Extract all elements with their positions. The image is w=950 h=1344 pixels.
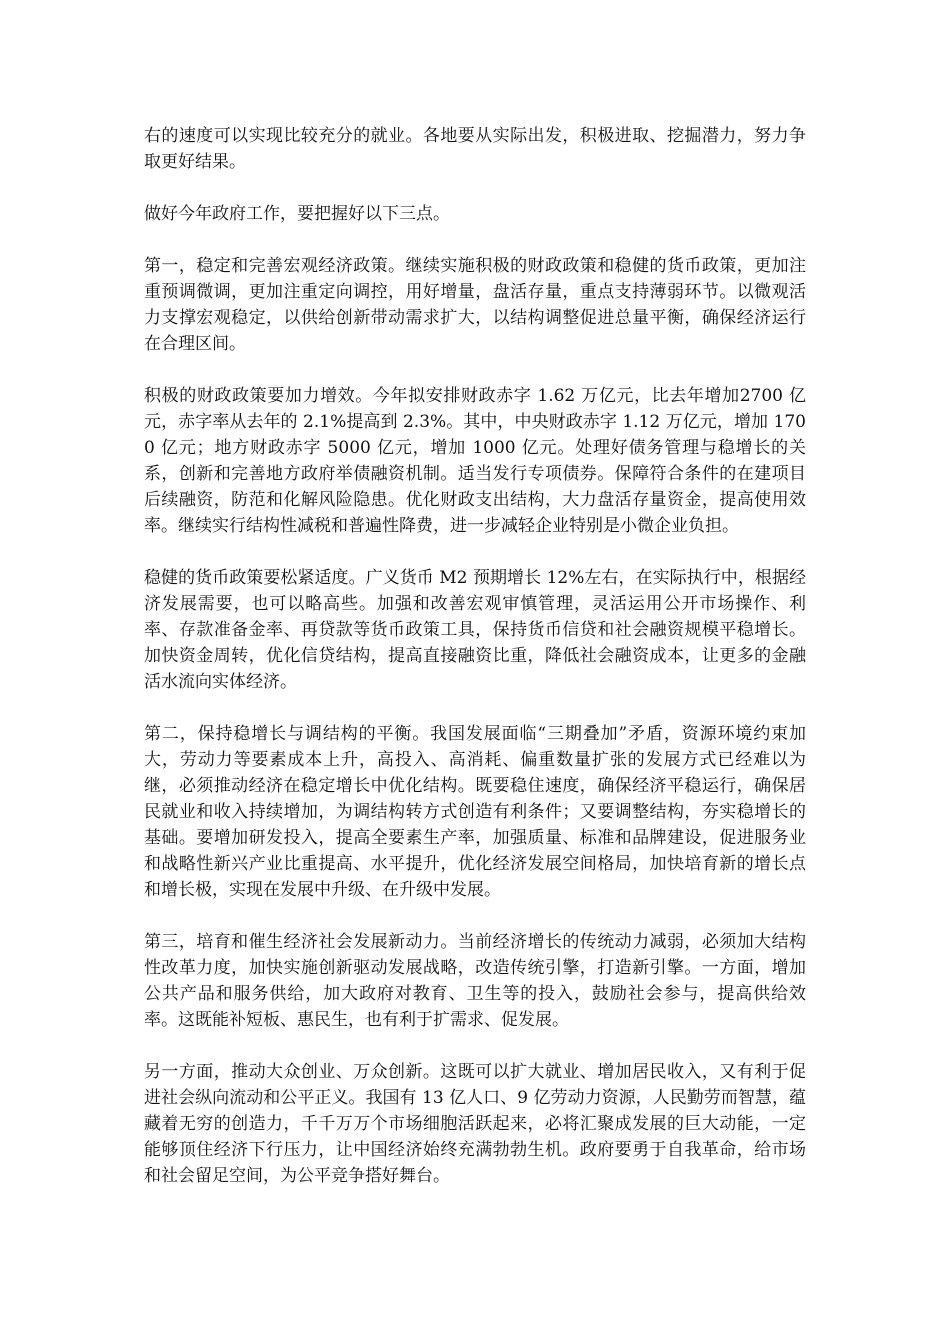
- paragraph-3: 第一，稳定和完善宏观经济政策。继续实施积极的财政政策和稳健的货币政策，更加注重预调微调，更加注重定向调控，用好增量，盘活存量，重点支持薄弱环节。以微观活力支撑宏观稳定，以供给创新带动需求扩大，以结构调整促进总量平衡，确保经济运行在合理区间。: [144, 256, 806, 354]
- paragraph-6: 第二，保持稳增长与调结构的平衡。我国发展面临“三期叠加”矛盾，资源环境约束加大，劳动力等要素成本上升，高投入、高消耗、偏重数量扩张的发展方式已经难以为继，必须推动经济在稳定增长中优化结构。既要稳住速度，确保经济平稳运行，确保居民就业和收入持续增加，为调结构转方式创造有利条件；又要调整结构，夯实稳增长的基础。要增加研发投入，提高全要素生产率，加强质量、标准和品牌建设，促进服务业和战略性新兴产业比重提高、水平提升，优化经济发展空间格局，加快培育新的增长点和增长极，实现在发展中升级、在升级中发展。: [144, 724, 806, 900]
- paragraph-1: 右的速度可以实现比较充分的就业。各地要从实际出发，积极进取、挖掘潜力，努力争取更好结果。: [144, 126, 806, 172]
- paragraph-4: 积极的财政政策要加力增效。今年拟安排财政赤字 1.62 万亿元，比去年增加2700 亿元，赤字率从去年的 2.1%提高到 2.3%。其中，中央财政赤字 1.12 万亿元，增加 1700 亿元；地方财政赤字 5000 亿元，增加 1000 亿元。处理好债务管理与稳增长的关系，创新和完善地方政府举债融资机制。适当发行专项债券。保障符合条件的在建项目后续融资，防范和化解风险隐患。优化财政支出结构，大力盘活存量资金，提高使用效率。继续实行结构性减税和普遍性降费，进一步减轻企业特别是小微企业负担。: [144, 386, 806, 536]
- paragraph-7: 第三，培育和催生经济社会发展新动力。当前经济增长的传统动力减弱，必须加大结构性改革力度，加快实施创新驱动发展战略，改造传统引擎，打造新引擎。一方面，增加公共产品和服务供给，加大政府对教育、卫生等的投入，鼓励社会参与，提高供给效率。这既能补短板、惠民生，也有利于扩需求、促发展。: [144, 932, 806, 1030]
- document-body: [144, 123, 806, 1215]
- paragraph-5: 稳健的货币政策要松紧适度。广义货币 M2 预期增长 12%左右，在实际执行中，根据经济发展需要，也可以略高些。加强和改善宏观审慎管理，灵活运用公开市场操作、利率、存款准备金率、再贷款等货币政策工具，保持货币信贷和社会融资规模平稳增长。加快资金周转，优化信贷结构，提高直接融资比重，降低社会融资成本，让更多的金融活水流向实体经济。: [144, 568, 806, 692]
- paragraph-8: 另一方面，推动大众创业、万众创新。这既可以扩大就业、增加居民收入，又有利于促进社会纵向流动和公平正义。我国有 13 亿人口、9 亿劳动力资源，人民勤劳而智慧，蕴藏着无穷的创造力，千千万万个市场细胞活跃起来，必将汇聚成发展的巨大动能，一定能够顶住经济下行压力，让中国经济始终充满勃勃生机。政府要勇于自我革命，给市场和社会留足空间，为公平竞争搭好舞台。: [144, 1062, 806, 1186]
- paragraph-2: 做好今年政府工作，要把握好以下三点。: [144, 204, 450, 224]
